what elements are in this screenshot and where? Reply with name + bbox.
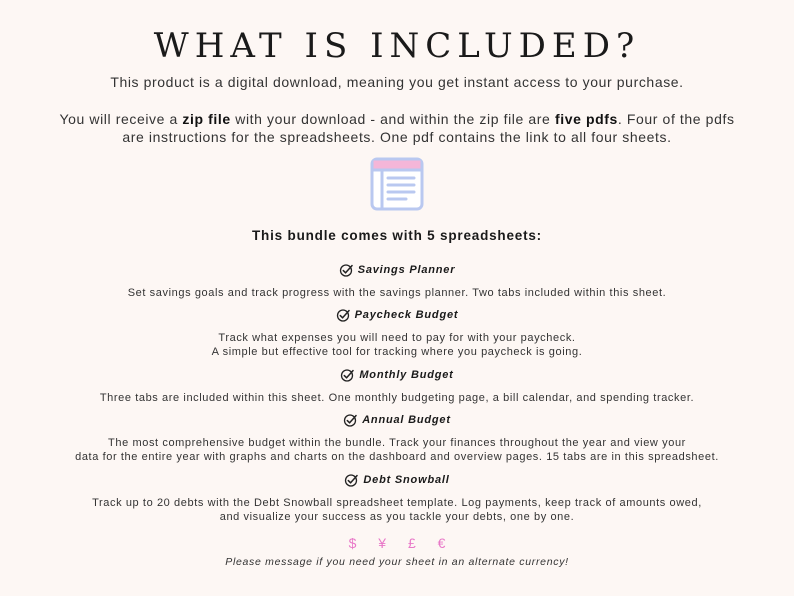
item-description <box>0 496 794 524</box>
item-title-row <box>343 412 451 428</box>
page-title: WHAT IS INCLUDED? <box>153 26 641 66</box>
currency-note: Please message if you need your sheet in an alternate currency! <box>225 556 569 568</box>
item-monthly-budget <box>0 367 794 405</box>
check-circle-icon <box>343 413 357 427</box>
item-description <box>0 286 794 300</box>
item-desc-line: A simple but effective tool for tracking where you paycheck is going. <box>211 346 583 358</box>
item-desc-line: The most comprehensive budget within the bundle. Track your finances throughout the year and view your <box>108 437 686 449</box>
item-title: Monthly Budget <box>359 369 454 381</box>
item-desc-line: Track up to 20 debts with the Debt Snowball spreadsheet template. Log payments, keep track of amounts owed, <box>92 497 702 509</box>
item-title: Annual Budget <box>362 414 451 426</box>
dollar-symbol: $ <box>348 535 357 551</box>
item-description <box>0 391 794 405</box>
item-title: Savings Planner <box>357 264 456 276</box>
bundle-heading: This bundle comes with 5 spreadsheets: <box>252 228 542 243</box>
item-paycheck-budget <box>0 307 794 359</box>
pound-symbol: £ <box>407 535 416 551</box>
check-circle-icon <box>336 308 350 322</box>
item-description <box>0 331 794 359</box>
intro-line-3: are instructions for the spreadsheets. One pdf contains the link to all four sheets. <box>122 129 672 145</box>
currency-symbols <box>0 535 794 551</box>
intro-line-1: This product is a digital download, meaning you get instant access to your purchase. <box>110 74 684 90</box>
item-title-row <box>340 367 453 383</box>
item-title: Debt Snowball <box>363 474 450 486</box>
item-desc-line: data for the entire year with graphs and charts on the dashboard and overview pages. 15 tabs are in this spreadsheet. <box>75 451 719 463</box>
check-circle-icon <box>339 263 353 277</box>
intro-text: . Four of the pdfs <box>617 111 735 127</box>
item-desc-line: and visualize your success as you tackle your debts, one by one. <box>219 511 575 523</box>
item-title: Paycheck Budget <box>354 309 459 321</box>
item-annual-budget <box>0 412 794 464</box>
euro-symbol: € <box>437 535 446 551</box>
item-title-row <box>339 262 456 278</box>
yen-symbol: ¥ <box>378 535 387 551</box>
item-desc-line: Set savings goals and track progress with the savings planner. Two tabs included within this sheet. <box>127 287 667 299</box>
item-desc-line: Three tabs are included within this sheet. One monthly budgeting page, a bill calendar, and spending tracker. <box>99 392 695 404</box>
item-debt-snowball <box>0 472 794 524</box>
intro-text: You will receive a <box>59 111 183 127</box>
item-title-row <box>344 472 449 488</box>
item-title-row <box>336 307 459 323</box>
item-savings-planner <box>0 262 794 300</box>
check-circle-icon <box>344 473 358 487</box>
intro-five-pdfs: five pdfs <box>554 111 618 127</box>
intro-zip-file: zip file <box>182 111 231 127</box>
check-circle-icon <box>340 368 354 382</box>
item-desc-line: Track what expenses you will need to pay for with your paycheck. <box>218 332 576 344</box>
intro-paragraph <box>40 110 754 146</box>
spreadsheet-icon <box>370 157 424 211</box>
intro-text: with your download - and within the zip file are <box>230 111 555 127</box>
item-description <box>0 436 794 464</box>
